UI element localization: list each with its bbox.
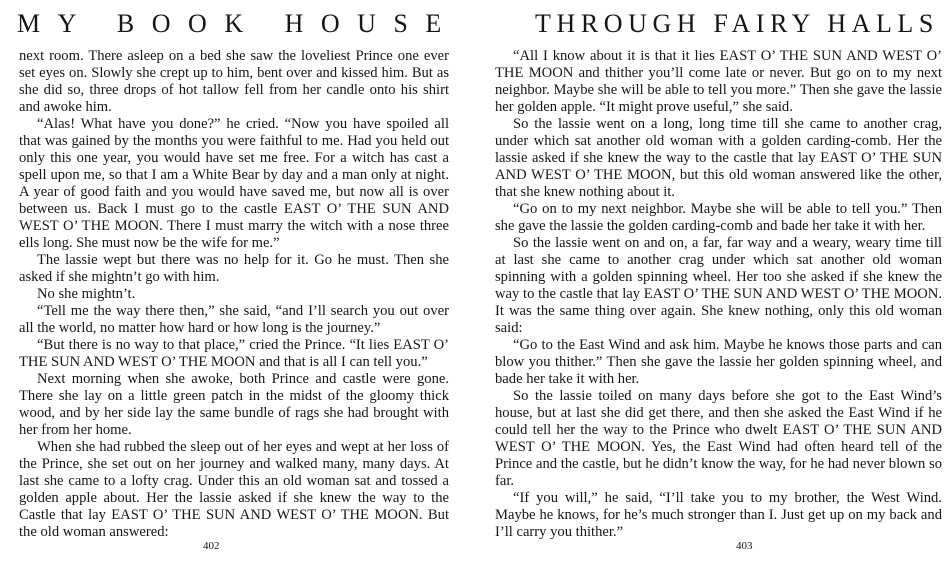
paragraph: So the lassie toiled on many days before she got to the East Wind’s house, but at last she did get there, and then she asked the East Wind if he could tell her the way to the Prince who dwelt EAST O’ THE SUN AND WEST O’ THE MOON. Yes, the East Wind had often heard tell of the Prince and the castle, but he didn’t know the way, for he had never blown so far. [495, 388, 942, 489]
paragraph: So the lassie went on and on, a far, far way and a weary, weary time till at last she came to another crag under which sat another old woman spinning with a golden spinning wheel. Her too she asked if she knew the way to the castle that lay EAST O’ THE SUN AND WEST O’ THE MOON. It was the same thing over again. She knew nothing, only this old woman said: [495, 235, 942, 336]
page-number: 403 [736, 540, 753, 552]
paragraph: No she mightn’t. [37, 286, 136, 302]
paragraph: “If you will,” he said, “I’ll take you to my brother, the West Wind. Maybe he knows, for he’s much stronger than I. Just get up on my back and I’ll carry you thither.” [495, 490, 942, 540]
paragraph: When she had rubbed the sleep out of her eyes and wept at her loss of the Prince, she set out on her journey and walked many, many days. At last she came to a lofty crag. Under this an old woman sat and tossed a golden apple about. Her the lassie asked if she knew the way to the Castle that lay EAST O’ THE SUN AND WEST O’ THE MOON. But the old woman answered: [19, 439, 449, 540]
paragraph: The lassie wept but there was no help for it. Go he must. Then she asked if she mightn’t go with him. [19, 252, 449, 285]
running-head: MY BOOK HOUSE [17, 9, 459, 38]
paragraph: “But there is no way to that place,” cried the Prince. “It lies EAST O’ THE SUN AND WEST O’ THE MOON and that is all I can tell you.” [19, 337, 449, 370]
paragraph: So the lassie went on a long, long time till she came to another crag, under which sat another old woman with a golden carding-comb. Her the lassie asked if she knew the way to the castle that lay EAST O’ THE SUN AND WEST O’ THE MOON, but this old woman answered like the other, that she knew nothing about it. [495, 116, 942, 200]
paragraph: “Go on to my next neighbor. Maybe she will be able to tell you.” Then she gave the lassie the golden carding-comb and bade her take it with her. [495, 201, 942, 234]
paragraph: “Tell me the way there then,” she said, “and I’ll search you out over all the world, no matter how hard or how long is the journey.” [19, 303, 449, 336]
paragraph: “Go to the East Wind and ask him. Maybe he knows those parts and can blow you thither.” Then she gave the lassie her golden spinning wheel, and bade her take it with her. [495, 337, 942, 387]
paragraph: next room. There asleep on a bed she saw the loveliest Prince one ever set eyes on. Slowly she crept up to him, bent over and kissed him. But as she did so, three drops of hot tallow fell from her candle onto his shirt and awoke him. [19, 48, 449, 115]
body-text [495, 48, 942, 541]
running-head: THROUGH FAIRY HALLS [535, 9, 939, 38]
right-page [475, 0, 950, 565]
paragraph: “All I know about it is that it lies EAST O’ THE SUN AND WEST O’ THE MOON and thither you’ll come late or never. But go on to my next neighbor. Maybe she will be able to tell you more.” Then she gave the lassie her golden apple. “It might prove useful,” she said. [495, 48, 942, 115]
body-text [19, 48, 449, 541]
paragraph: Next morning when she awoke, both Prince and castle were gone. There she lay on a little green patch in the midst of the gloomy thick wood, and by her side lay the same bundle of rags she had brought with her from her home. [19, 371, 449, 438]
paragraph: “Alas! What have you done?” he cried. “Now you have spoiled all that was gained by the months you were faithful to me. Had you held out only this one year, you would have set me free. For a witch has cast a spell upon me, so that I am a White Bear by day and a man only at night. A year of good faith and you would have saved me, but now all is over between us. Back I must go to the castle EAST O’ THE SUN AND WEST O’ THE MOON. There I must marry the witch with a nose three ells long. She must now be the wife for me.” [19, 116, 449, 251]
page-number: 402 [203, 540, 220, 552]
